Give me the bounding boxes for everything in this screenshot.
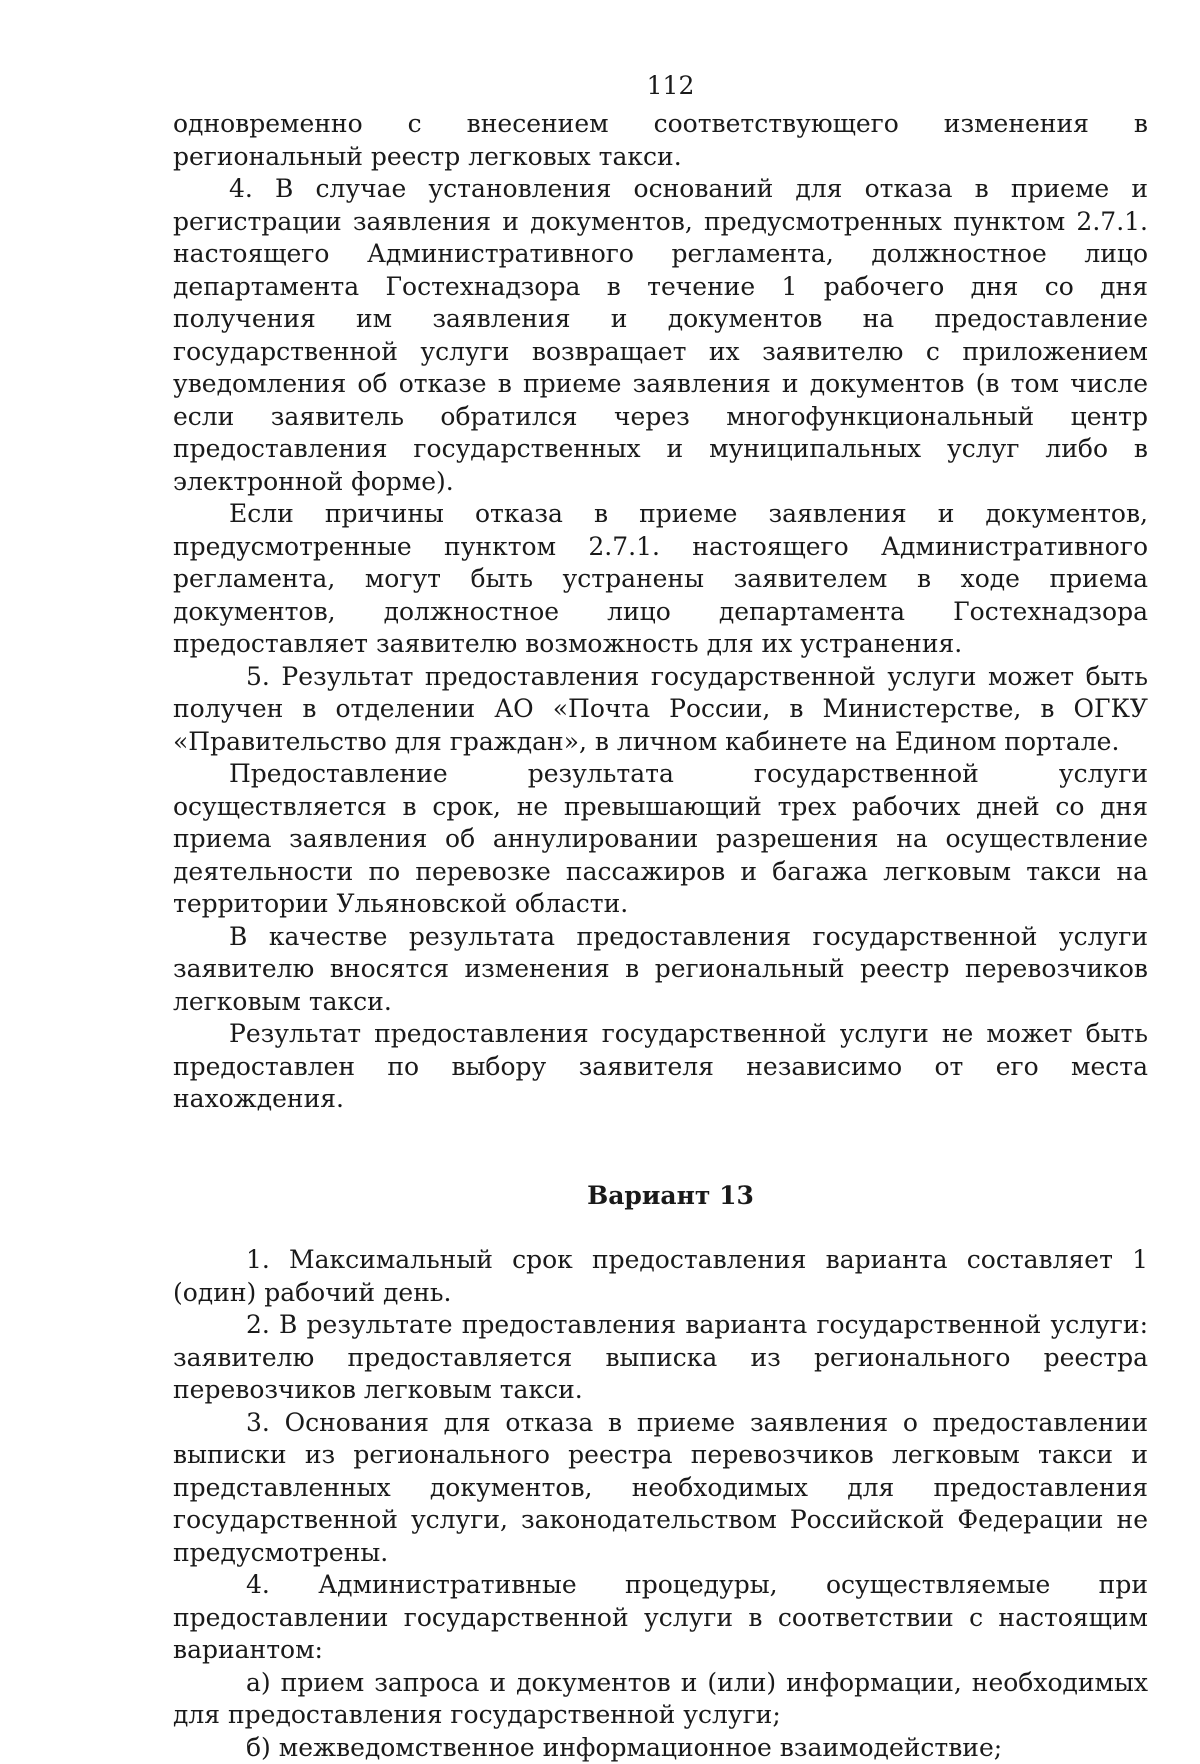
paragraph-result-location: Результат предоставления государственной услуги не может быть предоставлен по выбору заявителя независимо от его места нахождения. [173,1018,1148,1116]
paragraph-variant-item-2: 2. В результате предоставления варианта государственной услуги: заявителю предоставляется выписка из регионального реестра перевозчиков легковым такси. [173,1309,1148,1407]
paragraph-subitem-a: а) прием запроса и документов и (или) информации, необходимых для предоставления государственной услуги; [173,1667,1148,1732]
page-body [173,70,1148,1764]
paragraph-result-changes: В качестве результата предоставления государственной услуги заявителю вносятся изменения в региональный реестр перевозчиков легковым такси. [173,921,1148,1019]
paragraph-result-term: Предоставление результата государственной услуги осуществляется в срок, не превышающий трех рабочих дней со дня приема заявления об аннулировании разрешения на осуществление деятельности по перевозке пассажиров и багажа легковым такси на территории Ульяновской области. [173,758,1148,921]
paragraph-subitem-b: б) межведомственное информационное взаимодействие; [173,1732,1148,1764]
paragraph-continuation: одновременно с внесением соответствующего изменения в региональный реестр легковых такси. [173,108,1148,173]
section-heading: Вариант 13 [173,1180,1148,1213]
paragraph-variant-item-1: 1. Максимальный срок предоставления варианта составляет 1 (один) рабочий день. [173,1244,1148,1309]
paragraph-refusal-reasons: Если причины отказа в приеме заявления и документов, предусмотренные пунктом 2.7.1. настоящего Административного регламента, могут быть устранены заявителем в ходе приема документов, должностное лицо департамента Гостехнадзора предоставляет заявителю возможность для их устранения. [173,498,1148,661]
paragraph-item-4: 4. В случае установления оснований для отказа в приеме и регистрации заявления и документов, предусмотренных пунктом 2.7.1. настоящего Административного регламента, должностное лицо департамента Гостехнадзора в течение 1 рабочего дня со дня получения им заявления и документов на предоставление государственной услуги возвращает их заявителю с приложением уведомления об отказе в приеме заявления и документов (в том числе если заявитель обратился через многофункциональный центр предоставления государственных и муниципальных услуг либо в электронной форме). [173,173,1148,498]
paragraph-item-5: 5. Результат предоставления государственной услуги может быть получен в отделении АО «Почта России, в Министерстве, в ОГКУ «Правительство для граждан», в личном кабинете на Едином портале. [173,661,1148,759]
paragraph-variant-item-3: 3. Основания для отказа в приеме заявления о предоставлении выписки из регионального реестра перевозчиков легковым такси и представленных документов, необходимых для предоставления государственной услуги, законодательством Российской Федерации не предусмотрены. [173,1407,1148,1570]
paragraph-variant-item-4: 4. Административные процедуры, осуществляемые при предоставлении государственной услуги в соответствии с настоящим вариантом: [173,1569,1148,1667]
page-number: 112 [173,70,1148,108]
